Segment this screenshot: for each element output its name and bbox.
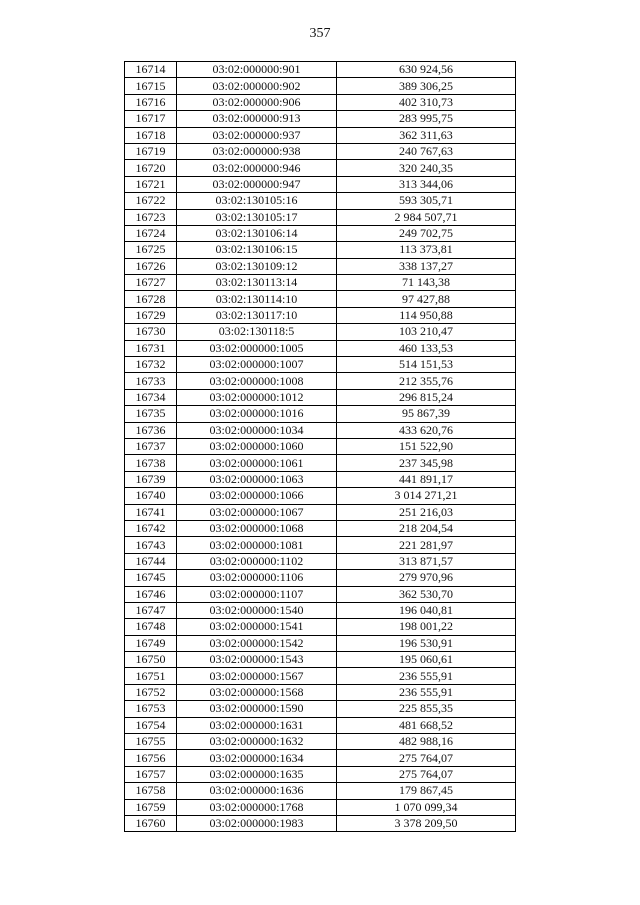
row-number-cell: 16728 xyxy=(125,291,177,307)
table-row xyxy=(125,94,516,110)
cadastral-value-cell: 113 373,81 xyxy=(337,242,516,258)
table-row xyxy=(125,766,516,782)
row-number-cell: 16714 xyxy=(125,62,177,78)
cadastral-number-cell: 03:02:130109:12 xyxy=(177,258,337,274)
row-number-cell: 16725 xyxy=(125,242,177,258)
table-row xyxy=(125,619,516,635)
cadastral-number-cell: 03:02:000000:1016 xyxy=(177,406,337,422)
row-number-cell: 16719 xyxy=(125,143,177,159)
row-number-cell: 16755 xyxy=(125,734,177,750)
cadastral-number-cell: 03:02:130106:15 xyxy=(177,242,337,258)
cadastral-number-cell: 03:02:000000:1102 xyxy=(177,553,337,569)
table-row xyxy=(125,143,516,159)
row-number-cell: 16757 xyxy=(125,766,177,782)
cadastral-value-cell: 212 355,76 xyxy=(337,373,516,389)
table-row xyxy=(125,193,516,209)
cadastral-value-cell: 251 216,03 xyxy=(337,504,516,520)
cadastral-number-cell: 03:02:000000:1631 xyxy=(177,717,337,733)
cadastral-number-cell: 03:02:000000:1007 xyxy=(177,357,337,373)
cadastral-value-cell: 441 891,17 xyxy=(337,471,516,487)
table-row xyxy=(125,324,516,340)
table-row xyxy=(125,406,516,422)
cadastral-value-cell: 402 310,73 xyxy=(337,94,516,110)
cadastral-value-cell: 362 311,63 xyxy=(337,127,516,143)
cadastral-value-cell: 593 305,71 xyxy=(337,193,516,209)
table-row xyxy=(125,62,516,78)
cadastral-value-cell: 1 070 099,34 xyxy=(337,799,516,815)
cadastral-number-cell: 03:02:000000:1066 xyxy=(177,488,337,504)
row-number-cell: 16738 xyxy=(125,455,177,471)
cadastral-value-cell: 95 867,39 xyxy=(337,406,516,422)
row-number-cell: 16741 xyxy=(125,504,177,520)
cadastral-value-cell: 313 344,06 xyxy=(337,176,516,192)
row-number-cell: 16758 xyxy=(125,783,177,799)
row-number-cell: 16720 xyxy=(125,160,177,176)
cadastral-number-cell: 03:02:000000:902 xyxy=(177,78,337,94)
table-row xyxy=(125,307,516,323)
table-row xyxy=(125,652,516,668)
cadastral-number-cell: 03:02:000000:1061 xyxy=(177,455,337,471)
table-row xyxy=(125,635,516,651)
table-row xyxy=(125,471,516,487)
table-row xyxy=(125,815,516,831)
table-row xyxy=(125,668,516,684)
row-number-cell: 16723 xyxy=(125,209,177,225)
cadastral-value-cell: 514 151,53 xyxy=(337,357,516,373)
cadastral-number-cell: 03:02:000000:1768 xyxy=(177,799,337,815)
table-row xyxy=(125,488,516,504)
cadastral-value-cell: 179 867,45 xyxy=(337,783,516,799)
row-number-cell: 16717 xyxy=(125,111,177,127)
cadastral-number-cell: 03:02:000000:1568 xyxy=(177,684,337,700)
cadastral-number-cell: 03:02:130113:14 xyxy=(177,275,337,291)
row-number-cell: 16742 xyxy=(125,520,177,536)
table-row xyxy=(125,455,516,471)
cadastral-number-cell: 03:02:000000:1636 xyxy=(177,783,337,799)
cadastral-number-cell: 03:02:000000:1063 xyxy=(177,471,337,487)
row-number-cell: 16716 xyxy=(125,94,177,110)
row-number-cell: 16746 xyxy=(125,586,177,602)
row-number-cell: 16756 xyxy=(125,750,177,766)
page-number: 357 xyxy=(309,26,331,41)
cadastral-value-cell: 71 143,38 xyxy=(337,275,516,291)
table-row xyxy=(125,537,516,553)
row-number-cell: 16743 xyxy=(125,537,177,553)
cadastral-value-cell: 196 040,81 xyxy=(337,602,516,618)
cadastral-value-cell: 279 970,96 xyxy=(337,570,516,586)
table-row xyxy=(125,602,516,618)
cadastral-number-cell: 03:02:000000:1067 xyxy=(177,504,337,520)
cadastral-value-cell: 389 306,25 xyxy=(337,78,516,94)
table-row xyxy=(125,209,516,225)
row-number-cell: 16744 xyxy=(125,553,177,569)
row-number-cell: 16745 xyxy=(125,570,177,586)
row-number-cell: 16750 xyxy=(125,652,177,668)
cadastral-number-cell: 03:02:000000:1081 xyxy=(177,537,337,553)
table-row xyxy=(125,701,516,717)
table-row xyxy=(125,389,516,405)
cadastral-value-cell: 320 240,35 xyxy=(337,160,516,176)
table-row xyxy=(125,160,516,176)
row-number-cell: 16734 xyxy=(125,389,177,405)
cadastral-number-cell: 03:02:000000:946 xyxy=(177,160,337,176)
cadastral-value-cell: 283 995,75 xyxy=(337,111,516,127)
cadastral-value-cell: 103 210,47 xyxy=(337,324,516,340)
table-row xyxy=(125,586,516,602)
row-number-cell: 16754 xyxy=(125,717,177,733)
cadastral-value-cell: 3 378 209,50 xyxy=(337,815,516,831)
row-number-cell: 16721 xyxy=(125,176,177,192)
row-number-cell: 16733 xyxy=(125,373,177,389)
table-row xyxy=(125,111,516,127)
table-row xyxy=(125,570,516,586)
table-row xyxy=(125,504,516,520)
cadastral-number-cell: 03:02:000000:913 xyxy=(177,111,337,127)
table-row xyxy=(125,438,516,454)
row-number-cell: 16760 xyxy=(125,815,177,831)
table-row xyxy=(125,422,516,438)
cadastral-value-cell: 196 530,91 xyxy=(337,635,516,651)
table-row xyxy=(125,275,516,291)
row-number-cell: 16747 xyxy=(125,602,177,618)
cadastral-value-table xyxy=(124,61,516,832)
cadastral-number-cell: 03:02:000000:1106 xyxy=(177,570,337,586)
cadastral-value-cell: 236 555,91 xyxy=(337,668,516,684)
table-row xyxy=(125,291,516,307)
cadastral-number-cell: 03:02:000000:938 xyxy=(177,143,337,159)
row-number-cell: 16759 xyxy=(125,799,177,815)
table-row xyxy=(125,734,516,750)
row-number-cell: 16715 xyxy=(125,78,177,94)
cadastral-number-cell: 03:02:000000:1107 xyxy=(177,586,337,602)
cadastral-number-cell: 03:02:000000:906 xyxy=(177,94,337,110)
cadastral-number-cell: 03:02:130105:16 xyxy=(177,193,337,209)
cadastral-value-cell: 198 001,22 xyxy=(337,619,516,635)
cadastral-value-cell: 275 764,07 xyxy=(337,766,516,782)
cadastral-value-cell: 195 060,61 xyxy=(337,652,516,668)
cadastral-number-cell: 03:02:000000:1543 xyxy=(177,652,337,668)
row-number-cell: 16736 xyxy=(125,422,177,438)
table-row xyxy=(125,783,516,799)
cadastral-value-cell: 114 950,88 xyxy=(337,307,516,323)
row-number-cell: 16724 xyxy=(125,225,177,241)
cadastral-value-cell: 2 984 507,71 xyxy=(337,209,516,225)
cadastral-value-cell: 433 620,76 xyxy=(337,422,516,438)
row-number-cell: 16739 xyxy=(125,471,177,487)
cadastral-number-cell: 03:02:000000:1983 xyxy=(177,815,337,831)
table-row xyxy=(125,176,516,192)
row-number-cell: 16730 xyxy=(125,324,177,340)
cadastral-value-cell: 240 767,63 xyxy=(337,143,516,159)
cadastral-value-cell: 225 855,35 xyxy=(337,701,516,717)
table-row xyxy=(125,750,516,766)
cadastral-value-cell: 97 427,88 xyxy=(337,291,516,307)
table-row xyxy=(125,242,516,258)
cadastral-value-cell: 362 530,70 xyxy=(337,586,516,602)
cadastral-value-cell: 3 014 271,21 xyxy=(337,488,516,504)
cadastral-number-cell: 03:02:000000:1068 xyxy=(177,520,337,536)
table-row xyxy=(125,553,516,569)
cadastral-number-cell: 03:02:000000:1541 xyxy=(177,619,337,635)
row-number-cell: 16726 xyxy=(125,258,177,274)
cadastral-value-cell: 275 764,07 xyxy=(337,750,516,766)
table-row xyxy=(125,799,516,815)
cadastral-number-cell: 03:02:130114:10 xyxy=(177,291,337,307)
row-number-cell: 16729 xyxy=(125,307,177,323)
cadastral-number-cell: 03:02:000000:1012 xyxy=(177,389,337,405)
cadastral-value-cell: 460 133,53 xyxy=(337,340,516,356)
row-number-cell: 16753 xyxy=(125,701,177,717)
row-number-cell: 16752 xyxy=(125,684,177,700)
cadastral-number-cell: 03:02:000000:1635 xyxy=(177,766,337,782)
cadastral-value-cell: 313 871,57 xyxy=(337,553,516,569)
row-number-cell: 16737 xyxy=(125,438,177,454)
table-row xyxy=(125,357,516,373)
cadastral-number-cell: 03:02:000000:937 xyxy=(177,127,337,143)
row-number-cell: 16735 xyxy=(125,406,177,422)
cadastral-number-cell: 03:02:000000:947 xyxy=(177,176,337,192)
cadastral-value-cell: 338 137,27 xyxy=(337,258,516,274)
cadastral-number-cell: 03:02:130106:14 xyxy=(177,225,337,241)
cadastral-number-cell: 03:02:130117:10 xyxy=(177,307,337,323)
table-row xyxy=(125,340,516,356)
row-number-cell: 16749 xyxy=(125,635,177,651)
cadastral-value-cell: 151 522,90 xyxy=(337,438,516,454)
cadastral-number-cell: 03:02:000000:1634 xyxy=(177,750,337,766)
table-body xyxy=(125,62,516,832)
cadastral-value-cell: 218 204,54 xyxy=(337,520,516,536)
cadastral-value-cell: 237 345,98 xyxy=(337,455,516,471)
cadastral-value-cell: 296 815,24 xyxy=(337,389,516,405)
cadastral-number-cell: 03:02:000000:1567 xyxy=(177,668,337,684)
table-row xyxy=(125,520,516,536)
table-row xyxy=(125,258,516,274)
cadastral-number-cell: 03:02:000000:1590 xyxy=(177,701,337,717)
row-number-cell: 16732 xyxy=(125,357,177,373)
cadastral-number-cell: 03:02:000000:1542 xyxy=(177,635,337,651)
cadastral-number-cell: 03:02:000000:1060 xyxy=(177,438,337,454)
cadastral-value-cell: 236 555,91 xyxy=(337,684,516,700)
table-row xyxy=(125,78,516,94)
cadastral-number-cell: 03:02:000000:1005 xyxy=(177,340,337,356)
row-number-cell: 16740 xyxy=(125,488,177,504)
cadastral-number-cell: 03:02:000000:1632 xyxy=(177,734,337,750)
cadastral-value-cell: 482 988,16 xyxy=(337,734,516,750)
table-row xyxy=(125,717,516,733)
row-number-cell: 16731 xyxy=(125,340,177,356)
table-row xyxy=(125,127,516,143)
cadastral-number-cell: 03:02:000000:1034 xyxy=(177,422,337,438)
row-number-cell: 16748 xyxy=(125,619,177,635)
table-row xyxy=(125,684,516,700)
cadastral-value-cell: 221 281,97 xyxy=(337,537,516,553)
cadastral-value-cell: 481 668,52 xyxy=(337,717,516,733)
cadastral-number-cell: 03:02:000000:1008 xyxy=(177,373,337,389)
cadastral-value-cell: 249 702,75 xyxy=(337,225,516,241)
row-number-cell: 16722 xyxy=(125,193,177,209)
cadastral-number-cell: 03:02:000000:1540 xyxy=(177,602,337,618)
table-row xyxy=(125,225,516,241)
row-number-cell: 16727 xyxy=(125,275,177,291)
table-row xyxy=(125,373,516,389)
cadastral-number-cell: 03:02:130105:17 xyxy=(177,209,337,225)
cadastral-number-cell: 03:02:130118:5 xyxy=(177,324,337,340)
cadastral-number-cell: 03:02:000000:901 xyxy=(177,62,337,78)
row-number-cell: 16718 xyxy=(125,127,177,143)
row-number-cell: 16751 xyxy=(125,668,177,684)
cadastral-value-cell: 630 924,56 xyxy=(337,62,516,78)
